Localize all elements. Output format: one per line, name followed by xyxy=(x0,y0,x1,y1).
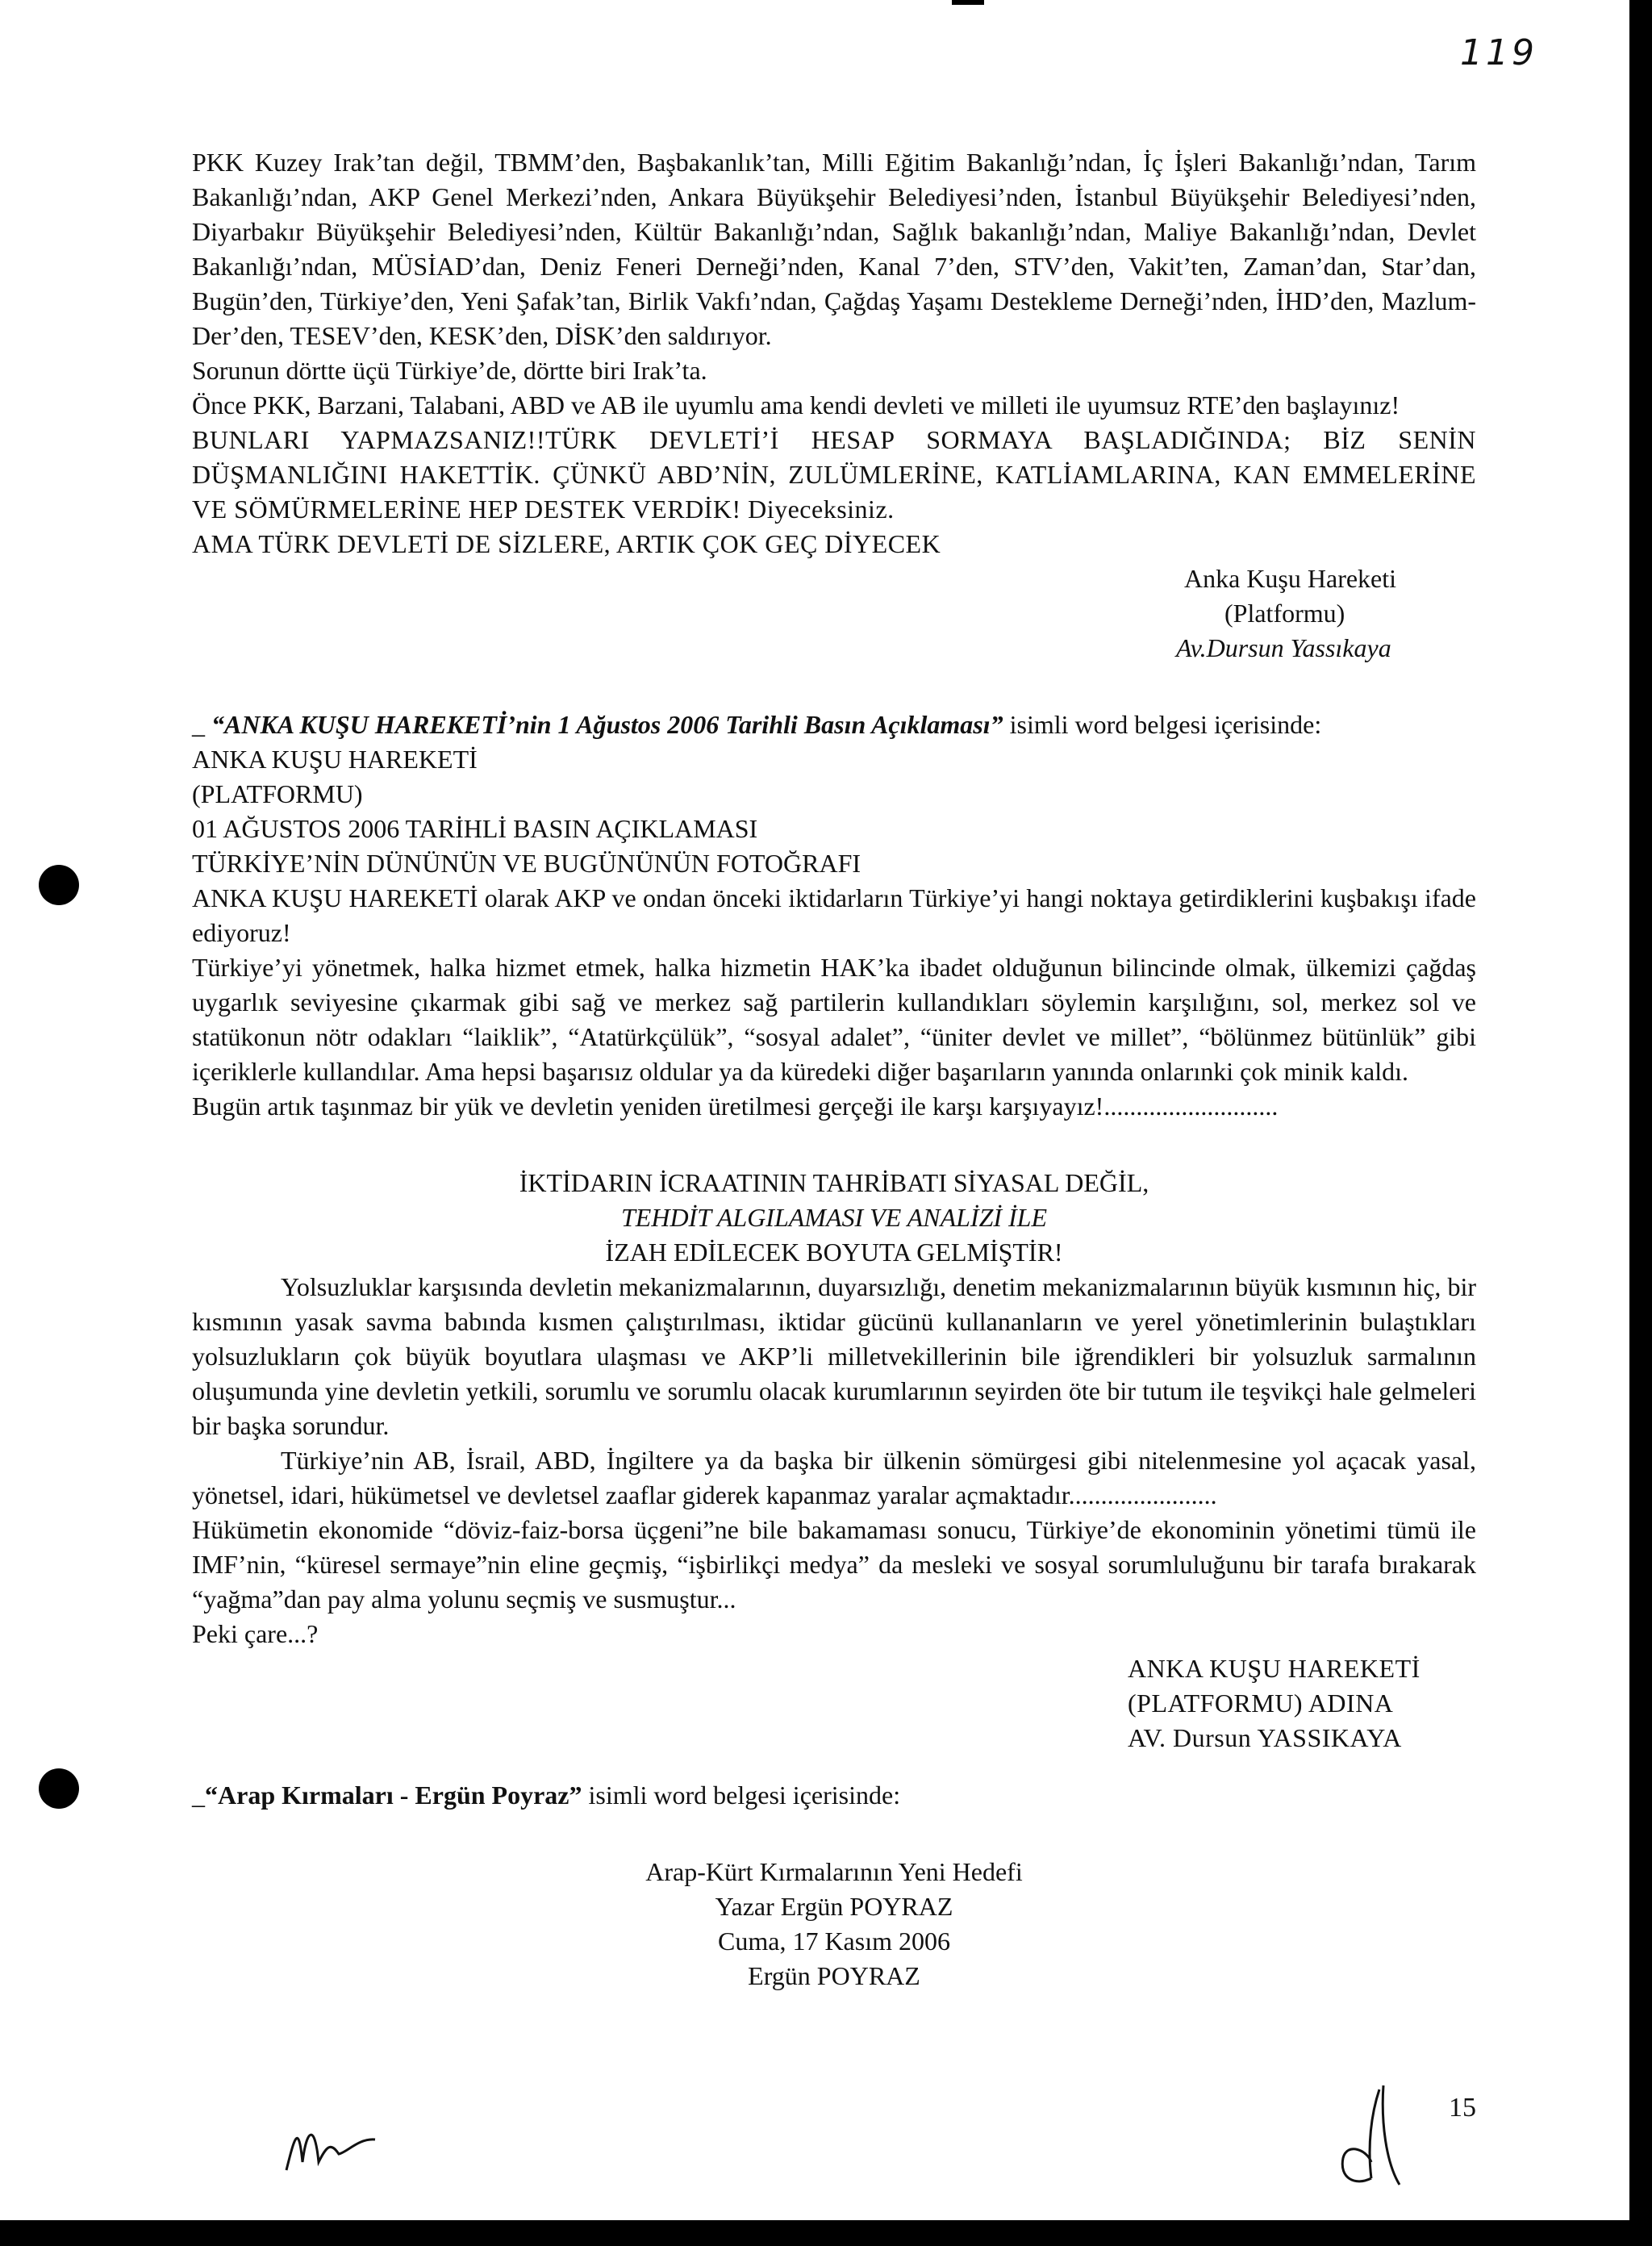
paragraph: Bugün artık taşınmaz bir yük ve devletin yeniden üretilmesi gerçeği ile karşı karşıyayız!........................... xyxy=(192,1092,1279,1121)
signature-line: (PLATFORMU) ADINA xyxy=(1128,1689,1394,1718)
page-number: 15 xyxy=(1449,2093,1476,2123)
intro-text: isimli word belgesi içerisinde: xyxy=(1003,710,1322,739)
document-body xyxy=(192,145,1476,1993)
intro-prefix: _ xyxy=(192,710,211,739)
article-line: Cuma, 17 Kasım 2006 xyxy=(718,1927,950,1956)
punch-hole xyxy=(39,865,79,905)
paragraph: Yolsuzluklar karşısında devletin mekanizmalarının, duyarsızlığı, denetim mekanizmalarının büyük kısmının hiç, bir kısmının yasak savma babında kısmen çalıştırılması, iktidar gücünü kullananların ve yerel yönetimlerinin bulaştıkları yolsuzlukların çok büyük boyutlara ulaşması ve AKP’li milletvekillerinin bile iğrendikleri bir yolsuzluk sarmalının oluşumunda yine devletin yetkili, sorumlu ve sorumlu olacak kurumlarının seyirden öte bir tutum ile teşvikçi hale gelmeleri bir başka sorundur. xyxy=(192,1272,1476,1440)
intro-prefix: _ xyxy=(192,1781,205,1810)
punch-hole xyxy=(39,1768,79,1809)
paragraph: ANKA KUŞU HAREKETİ olarak AKP ve ondan önceki iktidarların Türkiye’yi hangi noktaya getirdiklerini kuşbakışı ifade ediyoruz! xyxy=(192,883,1476,947)
paragraph: Önce PKK, Barzani, Talabani, ABD ve AB ile uyumlu ama kendi devleti ve milleti ile uyumsuz RTE’den başlayınız! xyxy=(192,390,1400,420)
heading: İKTİDARIN İCRAATININ TAHRİBATI SİYASAL DEĞİL, xyxy=(519,1168,1149,1197)
doc-title: ANKA KUŞU HAREKETİ xyxy=(192,745,478,774)
doc-title: 01 AĞUSTOS 2006 TARİHLİ BASIN AÇIKLAMASI xyxy=(192,814,758,843)
paragraph: Peki çare...? xyxy=(192,1619,319,1648)
signature-line: AV. Dursun YASSIKAYA xyxy=(1128,1723,1402,1752)
signature-block xyxy=(1176,562,1491,666)
handwritten-page-number: 119 xyxy=(1460,32,1537,73)
paragraph: BUNLARI YAPMAZSANIZ!!TÜRK DEVLETİ’İ HESAP SORMAYA BAŞLADIĞINDA; BİZ SENİN DÜŞMANLIĞINI HAKETTİK. ÇÜNKÜ ABD’NİN, ZULÜMLERİNE, KATLİAMLARINA, KAN EMMELERİNE VE SÖMÜRMELERİNE HEP DESTEK VERDİK! Diyeceksiniz. xyxy=(192,425,1476,524)
scan-border-bottom xyxy=(0,2220,1652,2246)
paragraph: Hükümetin ekonomide “döviz-faiz-borsa üçgeni”ne bile bakamaması sonucu, Türkiye’de ekonominin yönetimi tümü ile IMF’nin, “küresel sermaye”nin eline geçmiş, “işbirlikçi medya” da mesleki ve sosyal sorumluluğunu bir tarafa bırakarak “yağma”dan pay alma yolunu seçmiş ve susmuştur... xyxy=(192,1515,1476,1614)
paragraph: Türkiye’yi yönetmek, halka hizmet etmek, halka hizmetin HAK’ka ibadet olduğunun bilincinde olmak, ülkemizi çağdaş uygarlık seviyesine çıkarmak gibi sağ ve merkez sağ partilerin kullandıkları söylemin karşılığını, sol, merkez sol ve statükonun nötr odakları “laiklik”, “Atatürkçülük”, “sosyal adalet”, “üniter devlet ve millet”, “bölünmez bütünlük” gibi içeriklerle kullandılar. Ama hepsi başarısız oldular ya da küredeki diğer başarıların yanında onlarınki çok minik kaldı. xyxy=(192,953,1476,1086)
section-intro xyxy=(192,708,1476,742)
heading: TEHDİT ALGILAMASI VE ANALİZİ İLE xyxy=(620,1203,1048,1232)
signature-line: Av.Dursun Yassıkaya xyxy=(1176,633,1391,662)
article-line: Ergün POYRAZ xyxy=(748,1961,920,1990)
intro-doc-title: “ANKA KUŞU HAREKETİ’nin 1 Ağustos 2006 Tarihli Basın Açıklaması” xyxy=(211,710,1003,739)
intro-text: isimli word belgesi içerisinde: xyxy=(582,1781,901,1810)
article-line: Yazar Ergün POYRAZ xyxy=(715,1892,953,1921)
paragraph: PKK Kuzey Irak’tan değil, TBMM’den, Başbakanlık’tan, Milli Eğitim Bakanlığı’ndan, İç İşleri Bakanlığı’ndan, Tarım Bakanlığı’ndan, AKP Genel Merkezi’nden, Ankara Büyükşehir Belediyesi’nden, İstanbul Büyükşehir Belediyesi’nden, Diyarbakır Büyükşehir Belediyesi’nden, Kültür Bakanlığı’ndan, Sağlık bakanlığı’ndan, Maliye Bakanlığı’ndan, Devlet Bakanlığı’ndan, MÜSİAD’dan, Deniz Feneri Derneği’nden, Kanal 7’den, STV’den, Vakit’ten, Zaman’dan, Star’dan, Bugün’den, Türkiye’den, Yeni Şafak’tan, Birlik Vakfı’ndan, Çağdaş Yaşamı Destekleme Derneği’nden, İHD’den, Mazlum-Der’den, TESEV’den, KESK’den, DİSK’den saldırıyor. xyxy=(192,148,1476,350)
doc-title: TÜRKİYE’NİN DÜNÜNÜN VE BUGÜNÜNÜN FOTOĞRAFI xyxy=(192,849,861,878)
signature-line: (Platformu) xyxy=(1224,599,1345,628)
doc-title: (PLATFORMU) xyxy=(192,779,363,808)
paragraph: Türkiye’nin AB, İsrail, ABD, İngiltere ya da başka bir ülkenin sömürgesi gibi nitelenmesine yol açacak yasal, yönetsel, idari, hükümetsel ve devletsel zaaflar giderek kapanmaz yaralar açmaktadır....................... xyxy=(192,1446,1476,1509)
heading: İZAH EDİLECEK BOYUTA GELMİŞTİR! xyxy=(605,1238,1063,1267)
handwritten-signature xyxy=(1323,2081,1412,2194)
signature-line: Anka Kuşu Hareketi xyxy=(1184,564,1397,593)
paragraph: AMA TÜRK DEVLETİ DE SİZLERE, ARTIK ÇOK GEÇ DİYECEK xyxy=(192,529,941,558)
article-line: Arap-Kürt Kırmalarının Yeni Hedefi xyxy=(645,1857,1023,1886)
handwritten-signature xyxy=(282,2106,379,2178)
paragraph: Sorunun dörtte üçü Türkiye’de, dörtte biri Irak’ta. xyxy=(192,356,707,385)
signature-line: ANKA KUŞU HAREKETİ xyxy=(1128,1654,1420,1683)
scan-border-right xyxy=(1629,0,1652,2246)
section-intro xyxy=(192,1778,1476,1813)
signature-block xyxy=(1128,1651,1476,1755)
intro-doc-title: “Arap Kırmaları - Ergün Poyraz” xyxy=(205,1781,582,1810)
